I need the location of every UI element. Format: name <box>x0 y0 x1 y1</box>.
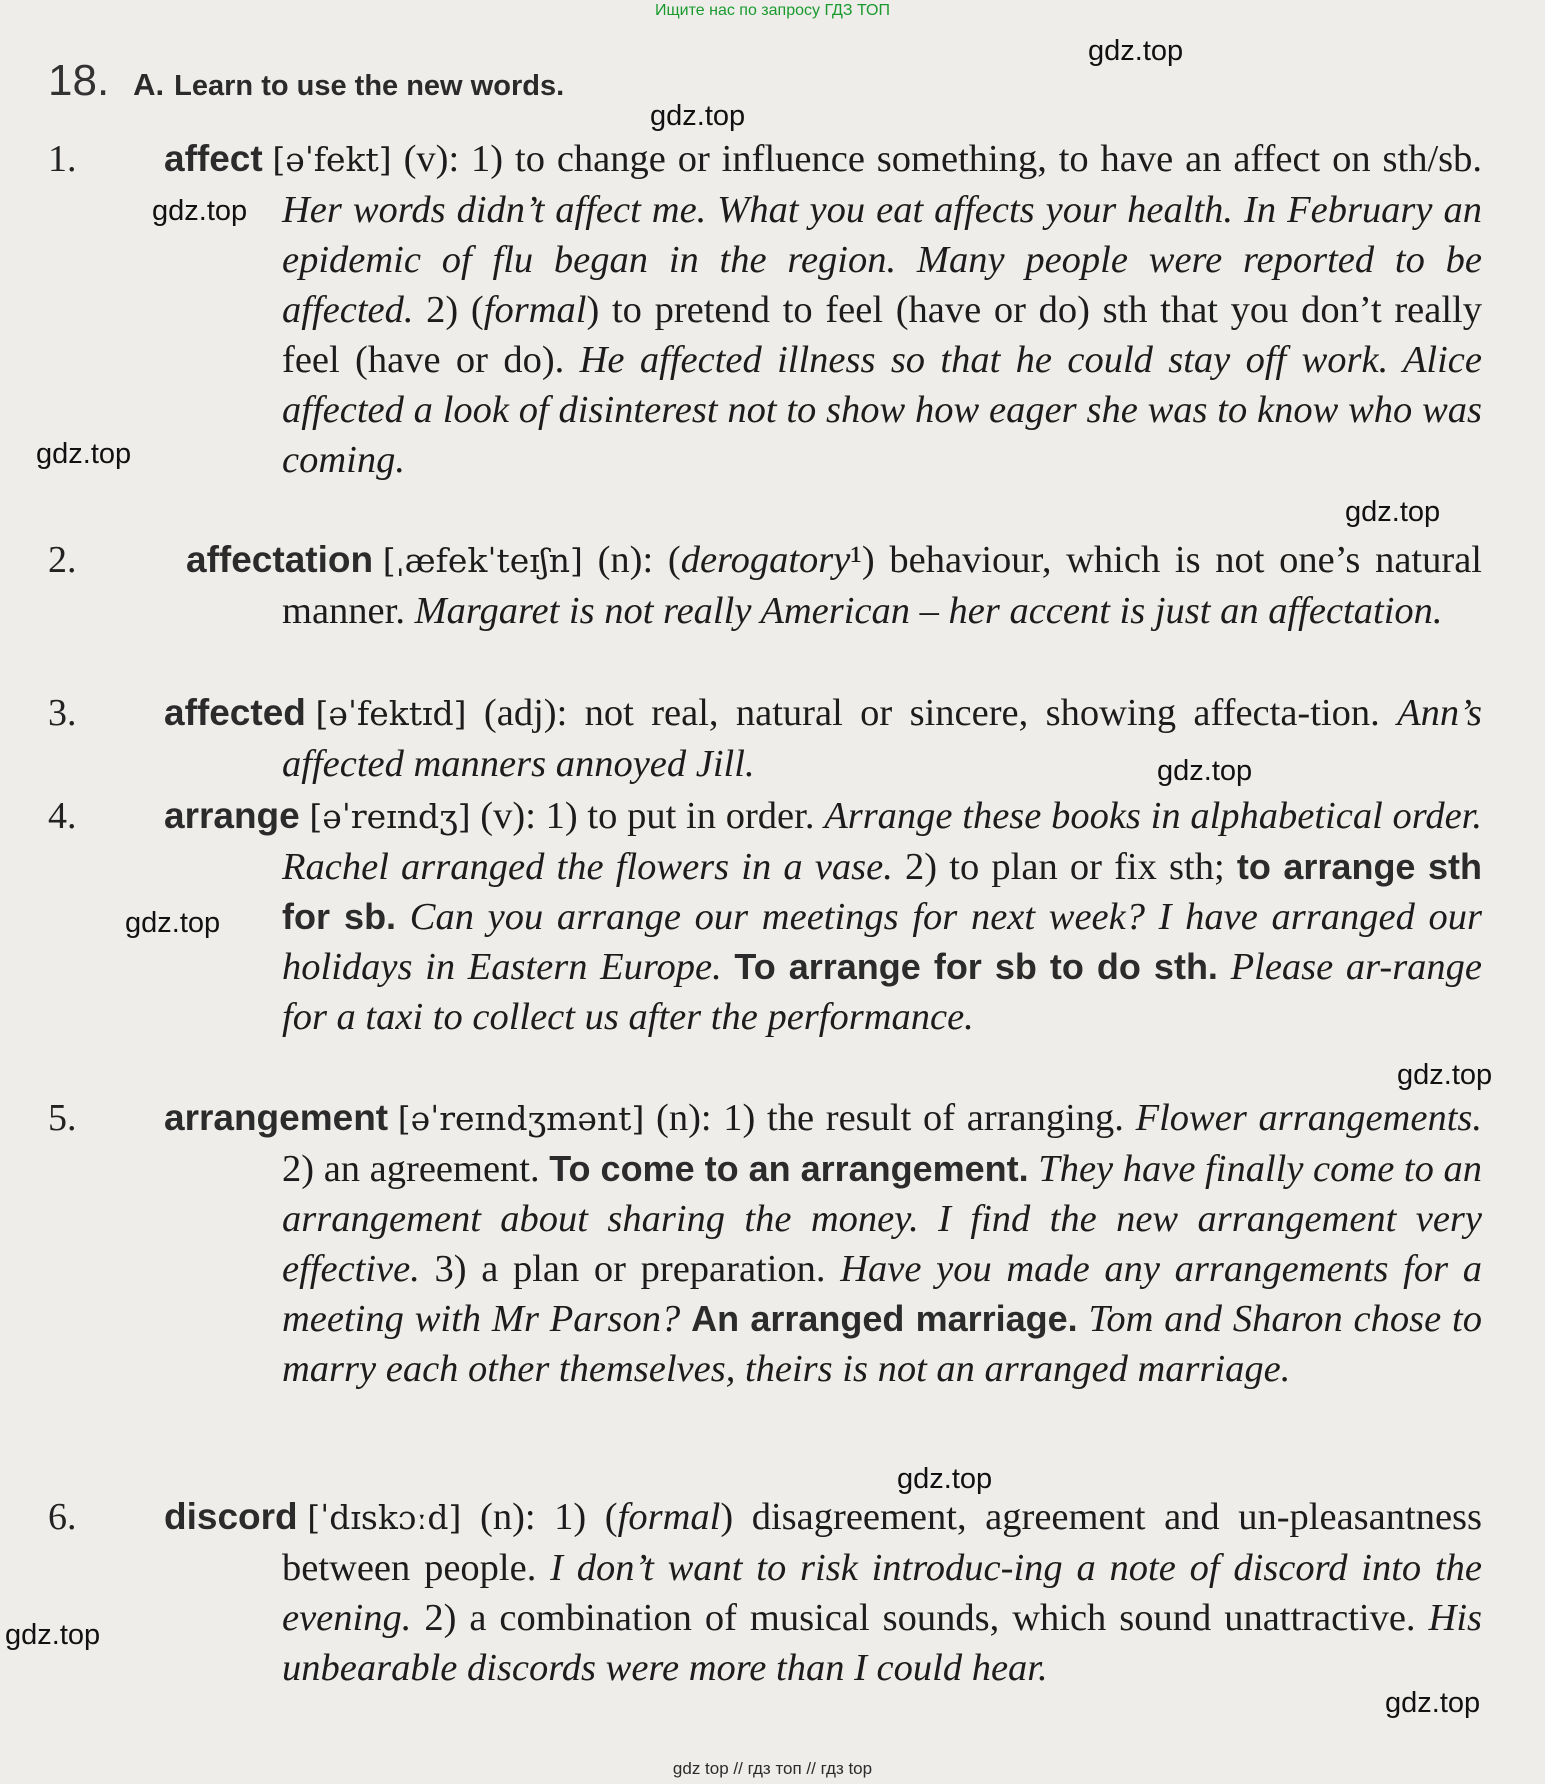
example-text: Margaret is not really American – her accent is just an affectation. <box>414 590 1443 632</box>
phrase-text: to arrange sth for sb. <box>282 846 1482 937</box>
bottom-banner: gdz top // гдз топ // гдз top <box>672 1759 873 1778</box>
definition-text: (adj): not real, natural or sincere, showing affecta-tion. <box>466 692 1398 734</box>
exercise-title: Learn to use the new words. <box>174 70 565 102</box>
entry-body <box>164 1093 1482 1394</box>
example-text: Flower arrangements. <box>1135 1097 1482 1139</box>
example-text: formal <box>483 289 587 331</box>
exercise-header <box>48 56 564 106</box>
example-text: I don’t want to risk introduc-ing a note of discord into the evening. <box>282 1547 1482 1639</box>
definition-text: 3) a plan or preparation. <box>419 1248 841 1290</box>
watermark: gdz.top <box>1088 35 1184 67</box>
top-banner: Ищите нас по запросу ГДЗ ТОП <box>655 2 890 19</box>
watermark: gdz.top <box>897 1463 993 1495</box>
example-text: derogatory <box>680 539 851 581</box>
transcription: [əˈreɪndʒ] <box>309 797 471 836</box>
example-text: formal <box>617 1496 721 1538</box>
watermark: gdz.top <box>36 438 132 470</box>
transcription: [ˌæfekˈteɪʃn] <box>382 541 583 580</box>
exercise-number: 18. <box>48 56 110 105</box>
example-text: Ann’s affected manners annoyed Jill. <box>282 692 1482 785</box>
definition-text: (v): 1) to put in order. <box>470 795 825 837</box>
definition-text: (v): 1) to change or influence something, to have an affect on sth/sb. <box>391 138 1482 180</box>
watermark: gdz.top <box>650 100 746 132</box>
definition-text: 2) to plan or fix sth; <box>892 846 1237 888</box>
watermark: gdz.top <box>5 1619 101 1651</box>
entry-lead <box>164 134 392 185</box>
entry-number: 3. <box>48 692 77 734</box>
example-text: Have you made any arrangements for a meeting with Mr Parson? <box>282 1248 1482 1340</box>
definition-text: (n): ( <box>582 539 681 581</box>
definition-text: ¹) behaviour, which is not one’s natural manner. <box>282 539 1482 632</box>
transcription: [ˈdɪskɔːd] <box>307 1498 462 1537</box>
phrase-text: To come to an arrangement. <box>549 1148 1029 1189</box>
entry-number: 1. <box>48 138 77 180</box>
entry-lead <box>164 1093 644 1144</box>
phrase-text: To arrange for sb to do sth. <box>734 946 1218 987</box>
transcription: [əˈfekt] <box>272 140 392 179</box>
definition-text: (n): 1) ( <box>461 1496 618 1538</box>
headword: affected <box>164 692 306 733</box>
definition-text: ) to pretend to feel (have or do) sth that you don’t really feel (have or do). <box>282 289 1482 381</box>
watermark: gdz.top <box>1157 755 1253 787</box>
watermark: gdz.top <box>1345 496 1441 528</box>
headword: arrange <box>164 795 300 836</box>
example-text: Her words didn’t affect me. What you eat affects your health. In February an epidemic of flu began in the region. Many people were reported to be affected. <box>282 189 1482 331</box>
entry-number: 4. <box>48 795 77 837</box>
phrase-text: An arranged marriage. <box>691 1298 1078 1339</box>
example-text: Can you arrange our meetings for next week? I have arranged our holidays in Eastern Europe. <box>282 896 1482 988</box>
watermark: gdz.top <box>125 907 221 939</box>
definition-text <box>1218 946 1231 988</box>
entry-body <box>164 688 1482 789</box>
definition-text <box>722 946 735 988</box>
headword: affectation <box>186 539 374 580</box>
entry-body <box>164 1492 1482 1693</box>
entry-lead <box>164 791 471 842</box>
definition-text <box>1078 1298 1089 1340</box>
example-text: He affected illness so that he could stay off work. Alice affected a look of disinterest not to show how eager she was to know who was coming. <box>282 339 1482 481</box>
example-text: His unbearable discords were more than I could hear. <box>282 1597 1482 1689</box>
definition-text <box>1029 1148 1039 1190</box>
exercise-section: A. <box>133 67 165 102</box>
example-text: Tom and Sharon chose to marry each other themselves, theirs is not an arranged marriage. <box>282 1298 1482 1390</box>
example-text: Please ar-range for a taxi to collect us after the performance. <box>282 946 1483 1038</box>
entry-number: 5. <box>48 1097 77 1139</box>
definition-text: 2) an agreement. <box>282 1148 550 1190</box>
entry-lead <box>186 535 583 586</box>
definition-text: ) disagreement, agreement and un-pleasantness between people. <box>282 1496 1482 1589</box>
definition-text: (n): 1) the result of arranging. <box>644 1097 1136 1139</box>
entry-number: 6. <box>48 1496 77 1538</box>
example-text: They have finally come to an arrangement about sharing the money. I find the new arrangement very effective. <box>282 1148 1482 1290</box>
entry-lead <box>164 688 467 739</box>
definition-text: 2) a combination of musical sounds, which sound unattractive. <box>411 1597 1429 1639</box>
watermark: gdz.top <box>1397 1059 1493 1091</box>
headword: affect <box>164 138 263 179</box>
headword: discord <box>164 1496 298 1537</box>
transcription: [əˈreɪndʒmənt] <box>397 1099 645 1138</box>
transcription: [əˈfektɪd] <box>315 694 467 733</box>
watermark: gdz.top <box>1385 1687 1481 1719</box>
watermark: gdz.top <box>152 195 248 227</box>
example-text: Arrange these books in alphabetical order. Rachel arranged the flowers in a vase. <box>282 795 1483 888</box>
entry-number: 2. <box>48 539 77 581</box>
headword: arrangement <box>164 1097 389 1138</box>
definition-text: 2) ( <box>413 289 484 331</box>
entry-lead <box>164 1492 461 1543</box>
definition-text <box>680 1298 691 1340</box>
entry-body <box>186 535 1482 636</box>
definition-text <box>396 896 410 938</box>
